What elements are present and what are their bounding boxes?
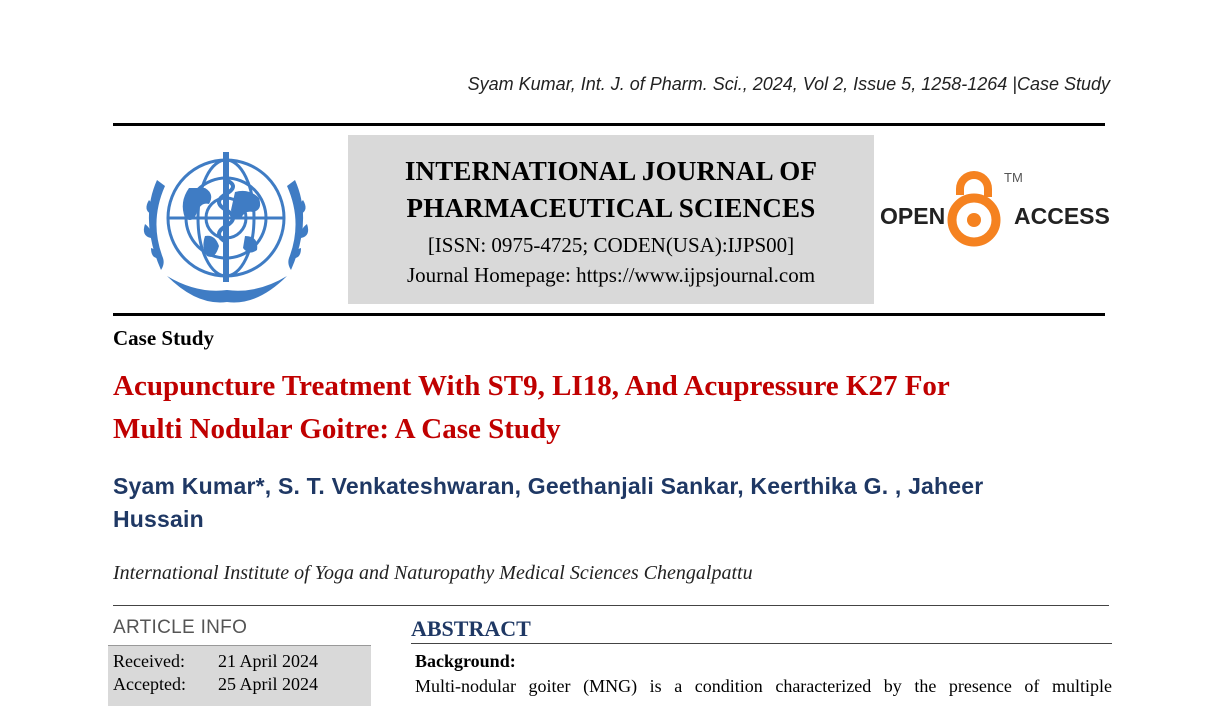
accepted-label: Accepted:: [113, 674, 186, 694]
co-authors-continued: Hussain: [113, 506, 204, 532]
journal-homepage[interactable]: Journal Homepage: https://www.ijpsjournal.com: [406, 263, 816, 287]
abstract-text: Multi-nodular goiter (MNG) is a condition characterized by the presence of multiple: [415, 676, 1112, 696]
abstract-heading: ABSTRACT: [411, 616, 531, 641]
corresponding-author: Syam Kumar*: [113, 473, 265, 499]
accepted-row: [113, 674, 318, 695]
header-rule-bottom: [113, 313, 1105, 316]
abstract-background-label: Background:: [415, 651, 516, 671]
co-authors: , S. T. Venkateshwaran, Geethanjali Sankar, Keerthika G. , Jaheer: [264, 473, 984, 499]
received-label: Received:: [113, 651, 185, 671]
open-access-word-open: OPEN: [880, 203, 946, 229]
journal-masthead: [348, 135, 874, 304]
journal-title-line-2: PHARMACEUTICAL SCIENCES: [406, 193, 816, 223]
header-rule-top: [113, 123, 1105, 126]
article-info-box: [108, 645, 371, 706]
article-title-line-2: Multi Nodular Goitre: A Case Study: [113, 413, 561, 445]
trademark-mark: TM: [1004, 170, 1023, 185]
journal-issn: [ISSN: 0975-4725; CODEN(USA):IJPS00]: [427, 233, 795, 257]
article-authors: [113, 470, 1103, 536]
article-title-line-1: Acupuncture Treatment With ST9, LI18, And Acupressure K27 For: [113, 370, 950, 402]
accepted-date: 25 April 2024: [218, 674, 319, 694]
affiliation-divider: [113, 605, 1109, 606]
journal-emblem-logo: [127, 140, 325, 305]
article-section-type: Case Study: [113, 326, 214, 350]
open-lock-icon: [952, 175, 996, 242]
running-header-citation: Syam Kumar, Int. J. of Pharm. Sci., 2024, Vol 2, Issue 5, 1258-1264 |Case Study: [467, 74, 1110, 94]
received-date: 21 April 2024: [218, 651, 319, 671]
abstract-divider: [411, 643, 1112, 644]
journal-title-line-1: INTERNATIONAL JOURNAL OF: [404, 156, 818, 186]
received-row: [113, 651, 318, 672]
author-affiliation: International Institute of Yoga and Naturopathy Medical Sciences Chengalpattu: [113, 562, 753, 584]
open-access-word-access: ACCESS: [1014, 203, 1110, 229]
article-info-heading: ARTICLE INFO: [113, 617, 248, 638]
open-access-logo: [880, 165, 1110, 255]
article-title: [113, 365, 1113, 451]
